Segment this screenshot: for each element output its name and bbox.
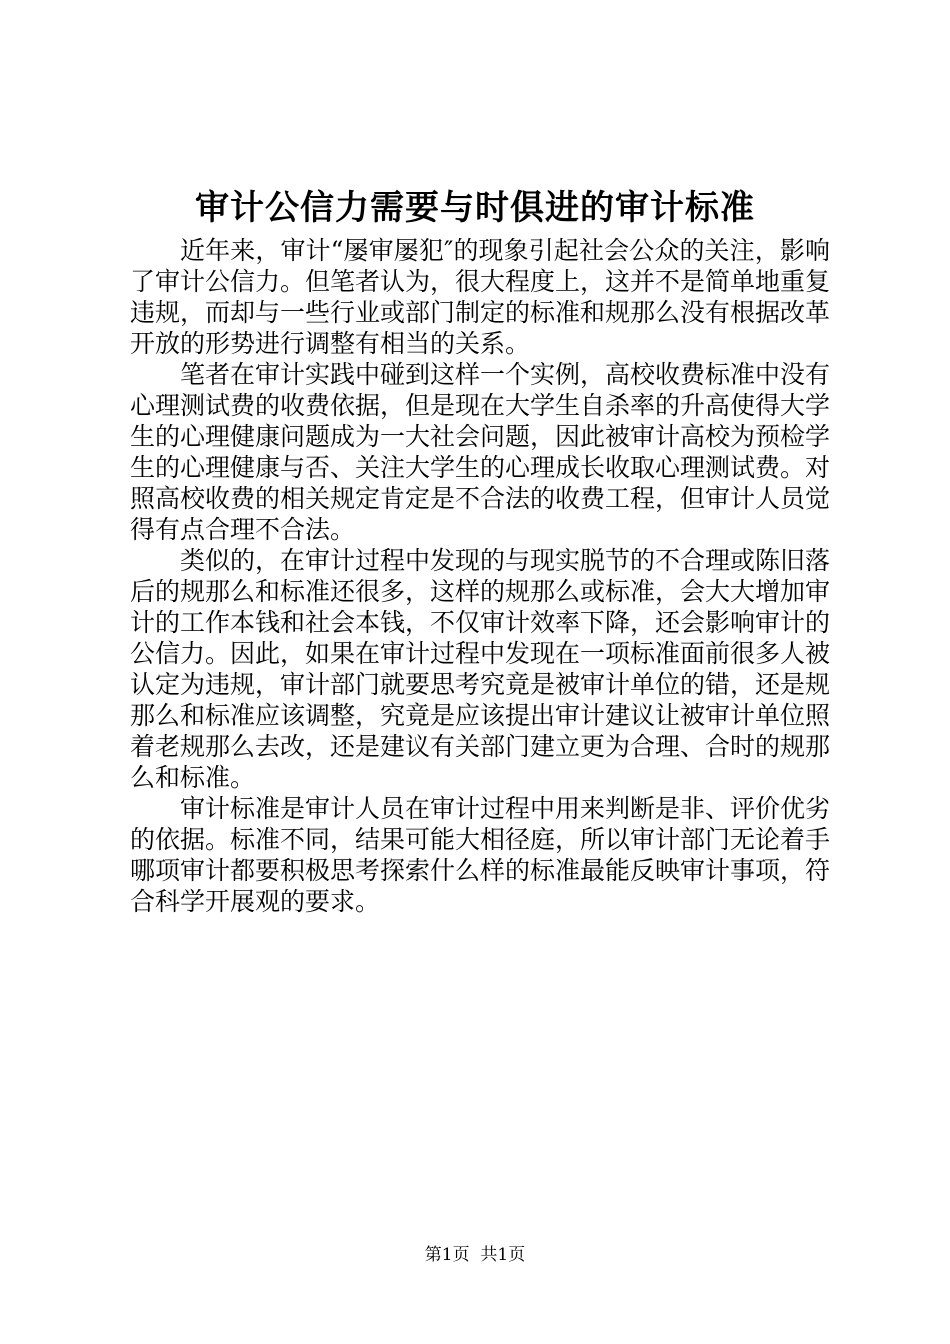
- footer-spacer: [470, 1245, 481, 1265]
- page-total: 共1页: [480, 1245, 526, 1265]
- paragraph: 近年来，审计“屡审屡犯″的现象引起社会公众的关注，影响了审计公信力。但笔者认为，很大程度上，这并不是简单地重复违规，而却与一些行业或部门制定的标准和规那么没有根据改革开放的形势进行调整有相当的关系。: [130, 236, 831, 358]
- page-number: 第1页: [424, 1245, 470, 1265]
- paragraph: 审计标准是审计人员在审计过程中用来判断是非、评价优劣的依据。标准不同，结果可能大相径庭，所以审计部门无论着手哪项审计都要积极思考探索什么样的标准最能反映审计事项，符合科学开展观的要求。: [130, 794, 831, 916]
- document-title: 审计公信力需要与时俱进的审计标准: [195, 188, 755, 228]
- page-footer: [0, 1243, 950, 1267]
- document-body: [130, 235, 830, 917]
- paragraph: 笔者在审计实践中碰到这样一个实例，高校收费标准中没有心理测试费的收费依据，但是现在大学生自杀率的升高使得大学生的心理健康问题成为一大社会问题，因此被审计高校为预检学生的心理健康与否、关注大学生的心理成长收取心理测试费。对照高校收费的相关规定肯定是不合法的收费工程，但审计人员觉得有点合理不合法。: [130, 360, 831, 544]
- paragraph: 类似的，在审计过程中发现的与现实脱节的不合理或陈旧落后的规那么和标准还很多，这样的规那么或标准，会大大增加审计的工作本钱和社会本钱，不仅审计效率下降，还会影响审计的公信力。因此，如果在审计过程中发现在一项标准面前很多人被认定为违规，审计部门就要思考究竟是被审计单位的错，还是规那么和标准应该调整，究竟是应该提出审计建议让被审计单位照着老规那么去改，还是建议有关部门建立更为合理、合时的规那么和标准。: [130, 546, 831, 792]
